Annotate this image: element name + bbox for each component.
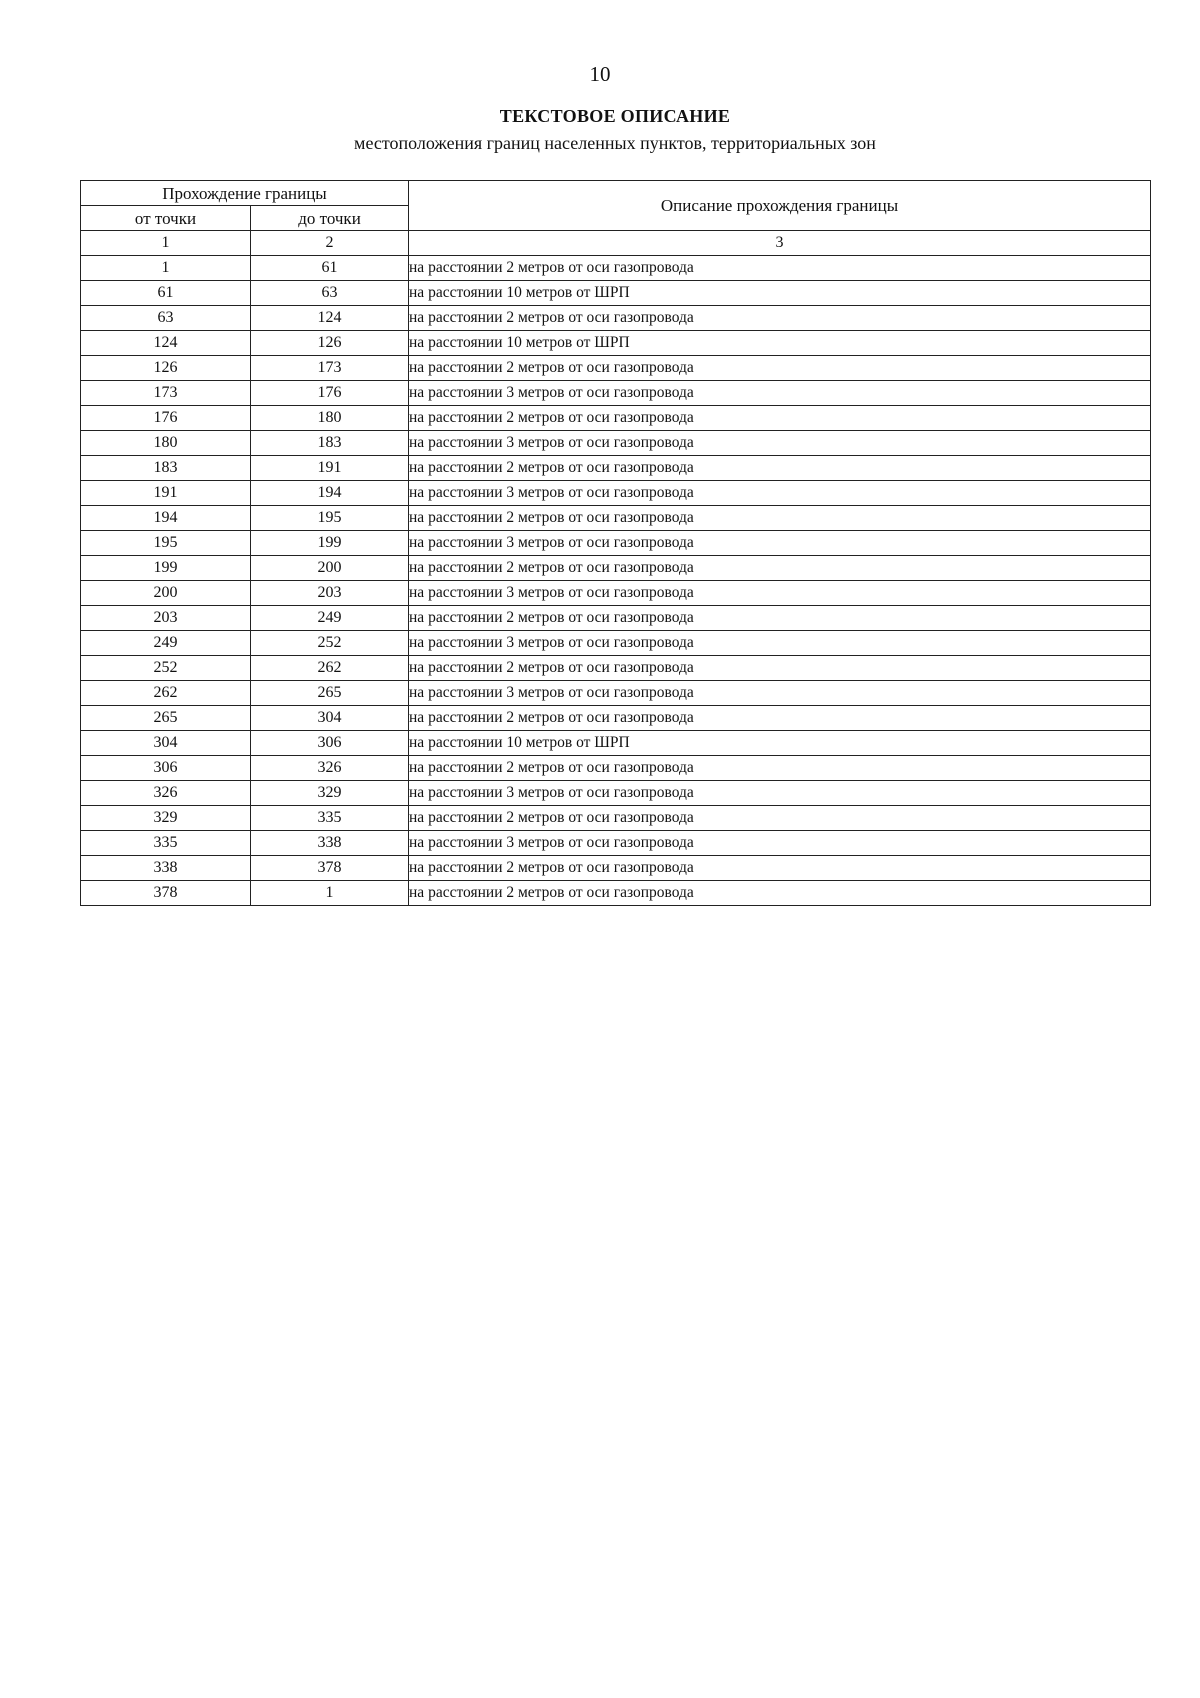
cell-to-point: 203 [251, 581, 409, 606]
cell-from-point: 63 [81, 306, 251, 331]
cell-to-point: 326 [251, 756, 409, 781]
cell-from-point: 199 [81, 556, 251, 581]
table-row [81, 256, 1151, 281]
cell-to-point: 249 [251, 606, 409, 631]
cell-from-point: 329 [81, 806, 251, 831]
cell-from-point: 262 [81, 681, 251, 706]
cell-from-point: 194 [81, 506, 251, 531]
cell-description: на расстоянии 2 метров от оси газопровода [409, 856, 1151, 881]
cell-from-point: 338 [81, 856, 251, 881]
cell-from-point: 335 [81, 831, 251, 856]
cell-from-point: 124 [81, 331, 251, 356]
cell-to-point: 194 [251, 481, 409, 506]
table-row [81, 856, 1151, 881]
cell-description: на расстоянии 3 метров от оси газопровода [409, 581, 1151, 606]
column-number-3: 3 [409, 231, 1151, 256]
table-row [81, 806, 1151, 831]
cell-to-point: 265 [251, 681, 409, 706]
document-subtitle: местоположения границ населенных пунктов, территориальных зон [354, 133, 876, 153]
cell-to-point: 335 [251, 806, 409, 831]
cell-to-point: 306 [251, 731, 409, 756]
header-row-group [81, 181, 1151, 206]
table-row [81, 506, 1151, 531]
cell-description: на расстоянии 10 метров от ШРП [409, 281, 1151, 306]
cell-from-point: 1 [81, 256, 251, 281]
table-row [81, 481, 1151, 506]
cell-to-point: 262 [251, 656, 409, 681]
header-to-point: до точки [251, 206, 409, 231]
cell-description: на расстоянии 2 метров от оси газопровода [409, 756, 1151, 781]
cell-description: на расстоянии 2 метров от оси газопровода [409, 356, 1151, 381]
cell-to-point: 61 [251, 256, 409, 281]
cell-to-point: 338 [251, 831, 409, 856]
cell-description: на расстоянии 3 метров от оси газопровода [409, 781, 1151, 806]
cell-to-point: 252 [251, 631, 409, 656]
table-row [81, 781, 1151, 806]
table-row [81, 356, 1151, 381]
cell-to-point: 180 [251, 406, 409, 431]
table-row [81, 606, 1151, 631]
boundary-description-table [80, 180, 1151, 906]
table-row [81, 656, 1151, 681]
cell-description: на расстоянии 2 метров от оси газопровода [409, 306, 1151, 331]
cell-from-point: 252 [81, 656, 251, 681]
cell-from-point: 304 [81, 731, 251, 756]
table-row [81, 881, 1151, 906]
cell-to-point: 126 [251, 331, 409, 356]
cell-from-point: 173 [81, 381, 251, 406]
header-row-numbers [81, 231, 1151, 256]
cell-description: на расстоянии 2 метров от оси газопровода [409, 456, 1151, 481]
column-number-2: 2 [251, 231, 409, 256]
cell-to-point: 200 [251, 556, 409, 581]
cell-from-point: 176 [81, 406, 251, 431]
cell-to-point: 63 [251, 281, 409, 306]
table-row [81, 331, 1151, 356]
cell-description: на расстоянии 2 метров от оси газопровода [409, 881, 1151, 906]
header-boundary-passage: Прохождение границы [81, 181, 409, 206]
cell-description: на расстоянии 3 метров от оси газопровода [409, 831, 1151, 856]
cell-to-point: 183 [251, 431, 409, 456]
cell-from-point: 183 [81, 456, 251, 481]
cell-description: на расстоянии 10 метров от ШРП [409, 731, 1151, 756]
table-row [81, 531, 1151, 556]
cell-description: на расстоянии 2 метров от оси газопровода [409, 256, 1151, 281]
cell-description: на расстоянии 3 метров от оси газопровода [409, 481, 1151, 506]
cell-to-point: 176 [251, 381, 409, 406]
table-row [81, 281, 1151, 306]
page-number: 10 [589, 62, 611, 86]
cell-from-point: 126 [81, 356, 251, 381]
table-row [81, 306, 1151, 331]
cell-description: на расстоянии 2 метров от оси газопровода [409, 706, 1151, 731]
cell-to-point: 191 [251, 456, 409, 481]
cell-from-point: 249 [81, 631, 251, 656]
cell-description: на расстоянии 2 метров от оси газопровода [409, 406, 1151, 431]
cell-from-point: 195 [81, 531, 251, 556]
table-row [81, 681, 1151, 706]
cell-from-point: 180 [81, 431, 251, 456]
document-title: ТЕКСТОВОЕ ОПИСАНИЕ [499, 106, 731, 126]
table-row [81, 581, 1151, 606]
cell-to-point: 329 [251, 781, 409, 806]
cell-description: на расстоянии 2 метров от оси газопровода [409, 506, 1151, 531]
cell-description: на расстоянии 2 метров от оси газопровода [409, 556, 1151, 581]
cell-from-point: 265 [81, 706, 251, 731]
table-row [81, 406, 1151, 431]
column-number-1: 1 [81, 231, 251, 256]
table-row [81, 456, 1151, 481]
table-header [81, 181, 1151, 256]
cell-description: на расстоянии 3 метров от оси газопровода [409, 431, 1151, 456]
cell-from-point: 378 [81, 881, 251, 906]
cell-to-point: 124 [251, 306, 409, 331]
cell-to-point: 195 [251, 506, 409, 531]
cell-description: на расстоянии 2 метров от оси газопровода [409, 606, 1151, 631]
header-from-point: от точки [81, 206, 251, 231]
cell-to-point: 1 [251, 881, 409, 906]
table-body [81, 256, 1151, 906]
cell-from-point: 326 [81, 781, 251, 806]
cell-from-point: 306 [81, 756, 251, 781]
cell-from-point: 191 [81, 481, 251, 506]
table-row [81, 831, 1151, 856]
table-row [81, 381, 1151, 406]
table-row [81, 431, 1151, 456]
cell-description: на расстоянии 3 метров от оси газопровода [409, 381, 1151, 406]
cell-description: на расстоянии 10 метров от ШРП [409, 331, 1151, 356]
cell-to-point: 304 [251, 706, 409, 731]
cell-from-point: 200 [81, 581, 251, 606]
cell-to-point: 199 [251, 531, 409, 556]
cell-to-point: 173 [251, 356, 409, 381]
cell-to-point: 378 [251, 856, 409, 881]
table-row [81, 731, 1151, 756]
table-row [81, 706, 1151, 731]
header-description: Описание прохождения границы [409, 181, 1151, 231]
cell-description: на расстоянии 3 метров от оси газопровода [409, 681, 1151, 706]
cell-description: на расстоянии 2 метров от оси газопровода [409, 656, 1151, 681]
cell-description: на расстоянии 3 метров от оси газопровода [409, 531, 1151, 556]
cell-from-point: 61 [81, 281, 251, 306]
table-row [81, 631, 1151, 656]
table-row [81, 756, 1151, 781]
cell-description: на расстоянии 2 метров от оси газопровода [409, 806, 1151, 831]
cell-from-point: 203 [81, 606, 251, 631]
table-row [81, 556, 1151, 581]
cell-description: на расстоянии 3 метров от оси газопровода [409, 631, 1151, 656]
